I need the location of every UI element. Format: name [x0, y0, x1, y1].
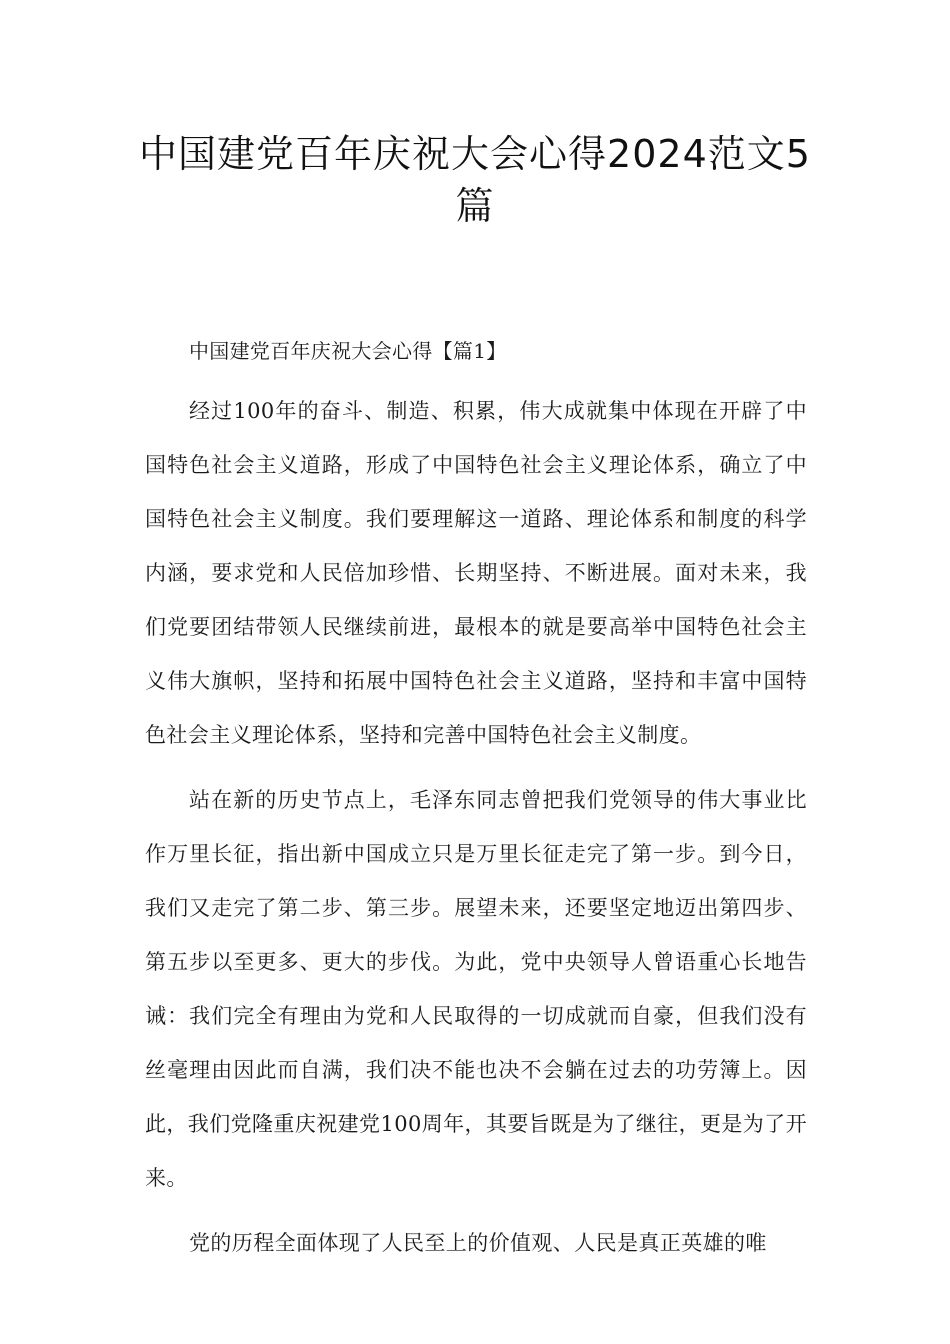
section-heading: 中国建党百年庆祝大会心得【篇1】 [189, 339, 507, 363]
document-title: 中国建党百年庆祝大会心得2024范文5篇 [139, 132, 811, 228]
paragraph-1: 经过100年的奋斗、制造、积累，伟大成就集中体现在开辟了中国特色社会主义道路，形成了中国特色社会主义理论体系，确立了中国特色社会主义制度。我们要理解这一道路、理论体系和制度的科学内涵，要求党和人民倍加珍惜、长期坚持、不断进展。面对未来，我们党要团结带领人民继续前进，最根本的就是要高举中国特色社会主义伟大旗帜，坚持和拓展中国特色社会主义道路，坚持和丰富中国特色社会主义理论体系，坚持和完善中国特色社会主义制度。 [145, 399, 807, 747]
paragraph-3: 党的历程全面体现了人民至上的价值观、人民是真正英雄的唯 [189, 1231, 767, 1255]
paragraph-2: 站在新的历史节点上，毛泽东同志曾把我们党领导的伟大事业比作万里长征，指出新中国成立只是万里长征走完了第一步。到今日，我们又走完了第二步、第三步。展望未来，还要坚定地迈出第四步、第五步以至更多、更大的步伐。为此，党中央领导人曾语重心长地告诫：我们完全有理由为党和人民取得的一切成就而自豪，但我们没有丝毫理由因此而自满，我们决不能也决不会躺在过去的功劳簿上。因此，我们党隆重庆祝建党100周年，其要旨既是为了继往，更是为了开来。 [145, 788, 807, 1190]
document-body [145, 329, 807, 1281]
